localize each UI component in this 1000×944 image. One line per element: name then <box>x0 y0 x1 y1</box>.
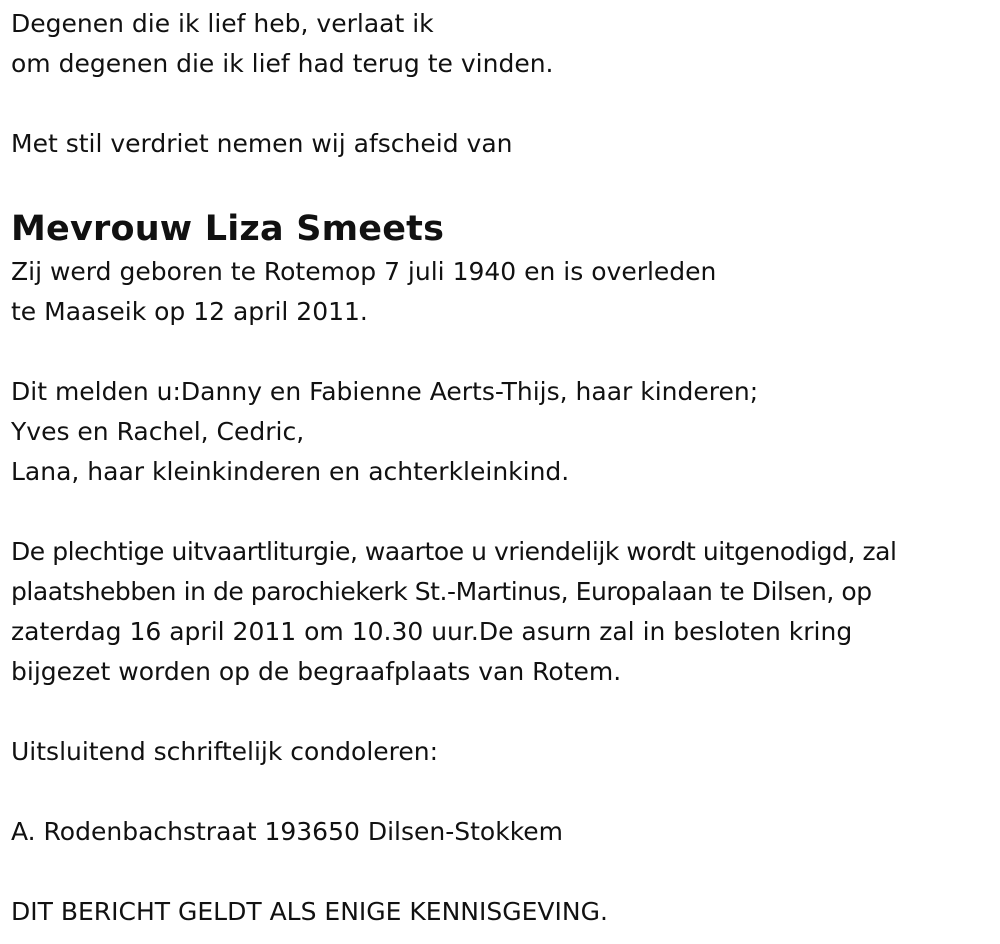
condolence-address: A. Rodenbachstraat 193650 Dilsen-Stokkem <box>11 817 564 846</box>
funeral-line-3: zaterdag 16 april 2011 om 10.30 uur.De asurn zal in besloten kring <box>11 617 853 646</box>
funeral-line-1: De plechtige uitvaartliturgie, waartoe u vriendelijk wordt uitgenodigd, zal <box>11 537 897 566</box>
spacer <box>11 492 996 532</box>
family-line-2: Yves en Rachel, Cedric, <box>11 417 305 446</box>
birth-death-line-2: te Maaseik op 12 april 2011. <box>11 297 368 326</box>
notice-footer: DIT BERICHT GELDT ALS ENIGE KENNISGEVING. <box>11 897 608 926</box>
spacer <box>11 692 996 732</box>
poem-line-1: Degenen die ik lief heb, verlaat ik <box>11 9 434 38</box>
funeral-line-4: bijgezet worden op de begraafplaats van Rotem. <box>11 657 622 686</box>
spacer <box>11 332 996 372</box>
spacer <box>11 84 996 124</box>
condolence-label: Uitsluitend schriftelijk condoleren: <box>11 737 439 766</box>
deceased-name: Mevrouw Liza Smeets <box>11 209 445 249</box>
funeral-line-2: plaatshebben in de parochiekerk St.-Martinus, Europalaan te Dilsen, op <box>11 577 872 606</box>
obituary-document <box>11 4 996 932</box>
spacer <box>11 852 996 892</box>
family-line-3: Lana, haar kleinkinderen en achterkleinkind. <box>11 457 570 486</box>
spacer <box>11 164 996 204</box>
spacer <box>11 772 996 812</box>
birth-death-line-1: Zij werd geboren te Rotemop 7 juli 1940 en is overleden <box>11 257 717 286</box>
family-line-1: Dit melden u:Danny en Fabienne Aerts-Thijs, haar kinderen; <box>11 377 759 406</box>
intro-text: Met stil verdriet nemen wij afscheid van <box>11 129 513 158</box>
poem-line-2: om degenen die ik lief had terug te vinden. <box>11 49 554 78</box>
